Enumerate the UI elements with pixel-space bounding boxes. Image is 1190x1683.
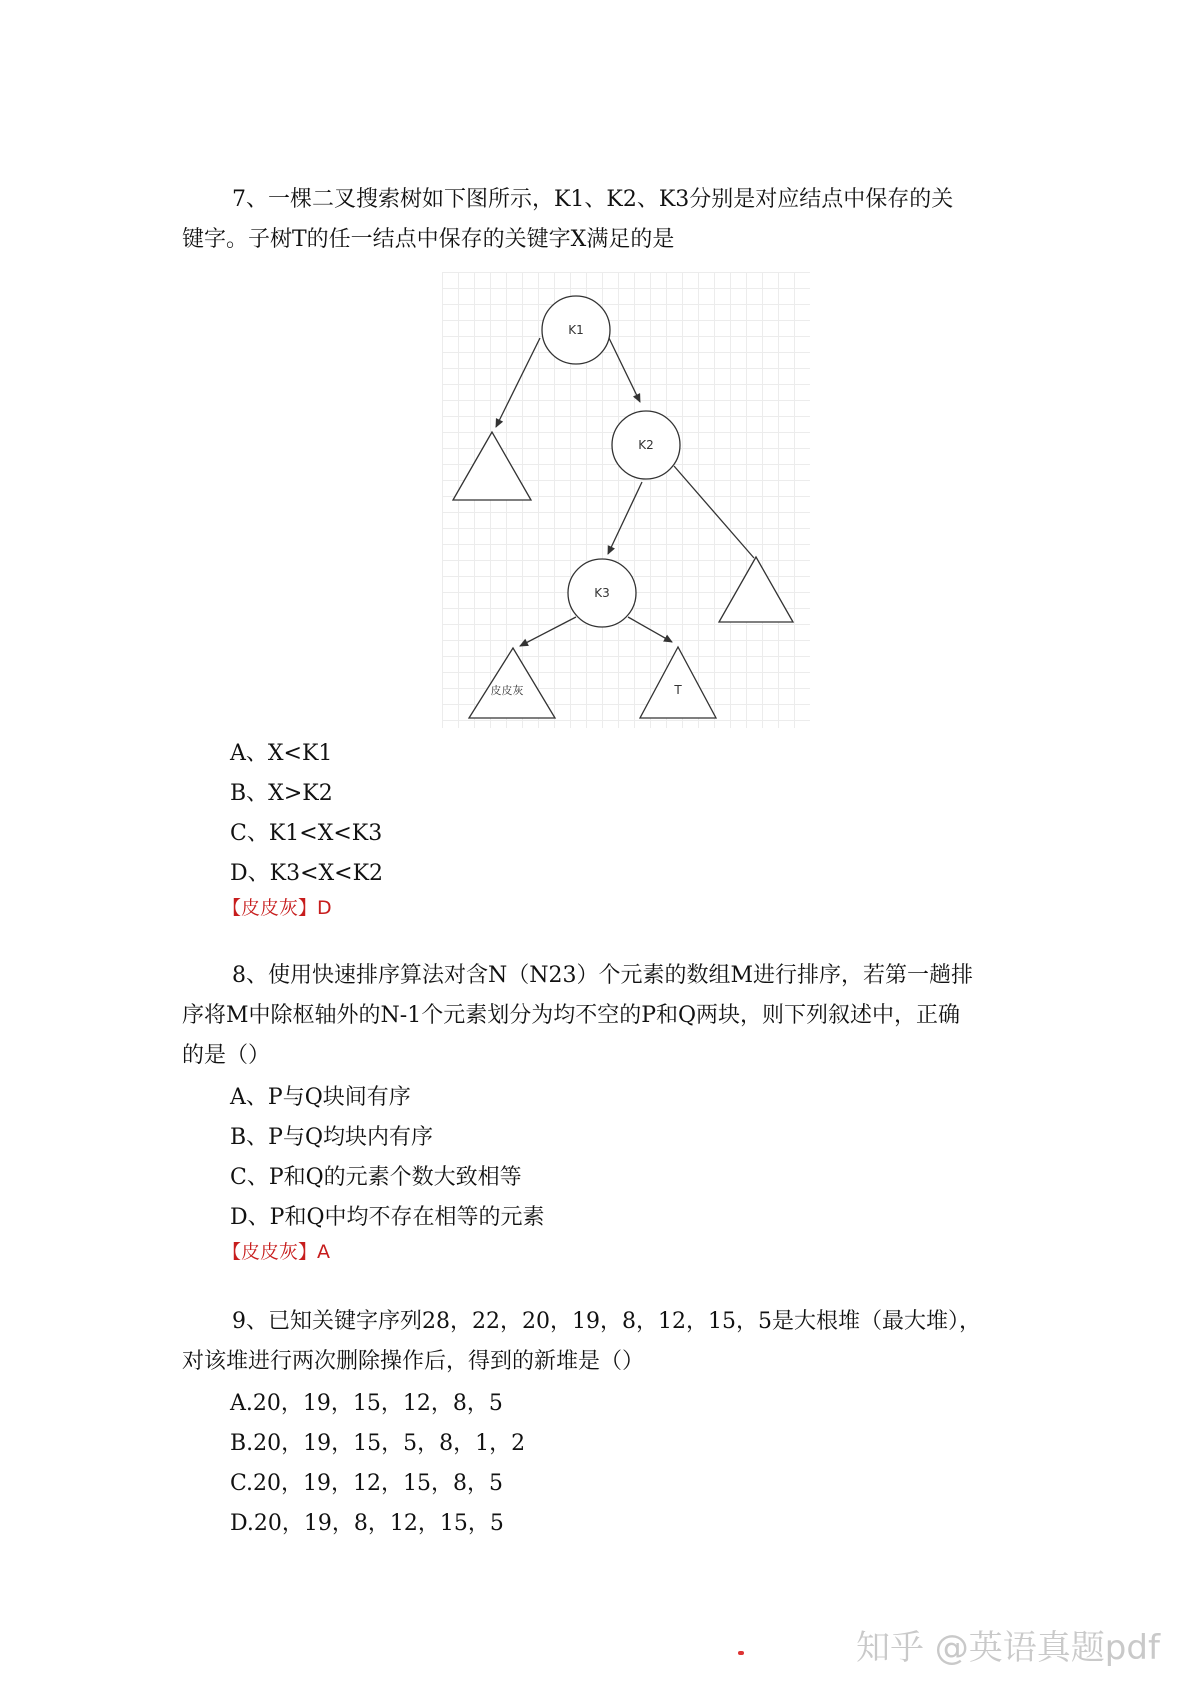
q7-option-d: D、K3<X<K2	[230, 861, 384, 886]
q9-option-d: D.20，19，8，12，15，5	[230, 1511, 504, 1536]
bst-figure	[442, 272, 810, 728]
node-k2-label: K2	[638, 438, 654, 452]
subtree-right-of-k2	[719, 557, 793, 622]
q8-stem-line1: 8、使用快速排序算法对含N（N23）个元素的数组M进行排序，若第一趟排	[232, 963, 974, 988]
q8-option-c: C、P和Q的元素个数大致相等	[230, 1165, 522, 1190]
edge-k2-k3	[608, 482, 642, 554]
subtree-left-label: 皮皮灰	[490, 684, 524, 697]
red-mark	[738, 1651, 744, 1655]
q8-option-a: A、P与Q块间有序	[230, 1085, 411, 1110]
q7-option-b: B、X>K2	[230, 781, 333, 806]
q9-option-a: A.20，19，15，12，8，5	[230, 1391, 503, 1416]
q8-option-b: B、P与Q均块内有序	[230, 1125, 434, 1150]
q9-option-b: B.20，19，15，5，8，1，2	[230, 1431, 526, 1456]
q9-stem-line1: 9、已知关键字序列28，22，20，19，8，12，15，5是大根堆（最大堆），	[232, 1309, 981, 1334]
q7-stem-line2: 键字。子树T的任一结点中保存的关键字X满足的是	[182, 227, 675, 252]
edge-k2-right	[674, 466, 754, 558]
q9-stem-line2: 对该堆进行两次删除操作后，得到的新堆是（）	[182, 1349, 645, 1374]
edge-k3-right	[628, 617, 672, 642]
q7-answer: 【皮皮灰】D	[222, 897, 332, 919]
q7-stem-line1: 7、一棵二叉搜索树如下图所示，K1、K2、K3分别是对应结点中保存的关	[232, 187, 954, 212]
q7-option-c: C、K1<X<K3	[230, 821, 383, 846]
node-k1-label: K1	[568, 323, 584, 337]
q7-option-a: A、X<K1	[230, 741, 333, 766]
zhihu-watermark: 知乎 @英语真题pdf	[856, 1628, 1160, 1668]
edge-k1-left	[496, 338, 540, 427]
node-k3-label: K3	[594, 586, 610, 600]
edge-k1-k2	[608, 336, 640, 402]
subtree-left-of-k3	[469, 648, 555, 718]
q7-stem	[182, 180, 953, 260]
edge-k3-left	[520, 617, 576, 646]
q8-stem-line3: 的是（）	[182, 1043, 271, 1068]
q9-stem	[182, 1302, 981, 1382]
q8-stem-line2: 序将M中除枢轴外的N-1个元素划分为均不空的P和Q两块，则下列叙述中，正确	[182, 1003, 961, 1028]
q9-option-c: C.20，19，12，15，8，5	[230, 1471, 504, 1496]
bst-diagram	[442, 272, 810, 728]
subtree-t-label: T	[674, 683, 682, 697]
q8-option-d: D、P和Q中均不存在相等的元素	[230, 1205, 545, 1230]
subtree-left-of-k1	[453, 432, 531, 500]
q8-stem	[182, 956, 973, 1076]
q8-answer: 【皮皮灰】A	[222, 1241, 330, 1263]
